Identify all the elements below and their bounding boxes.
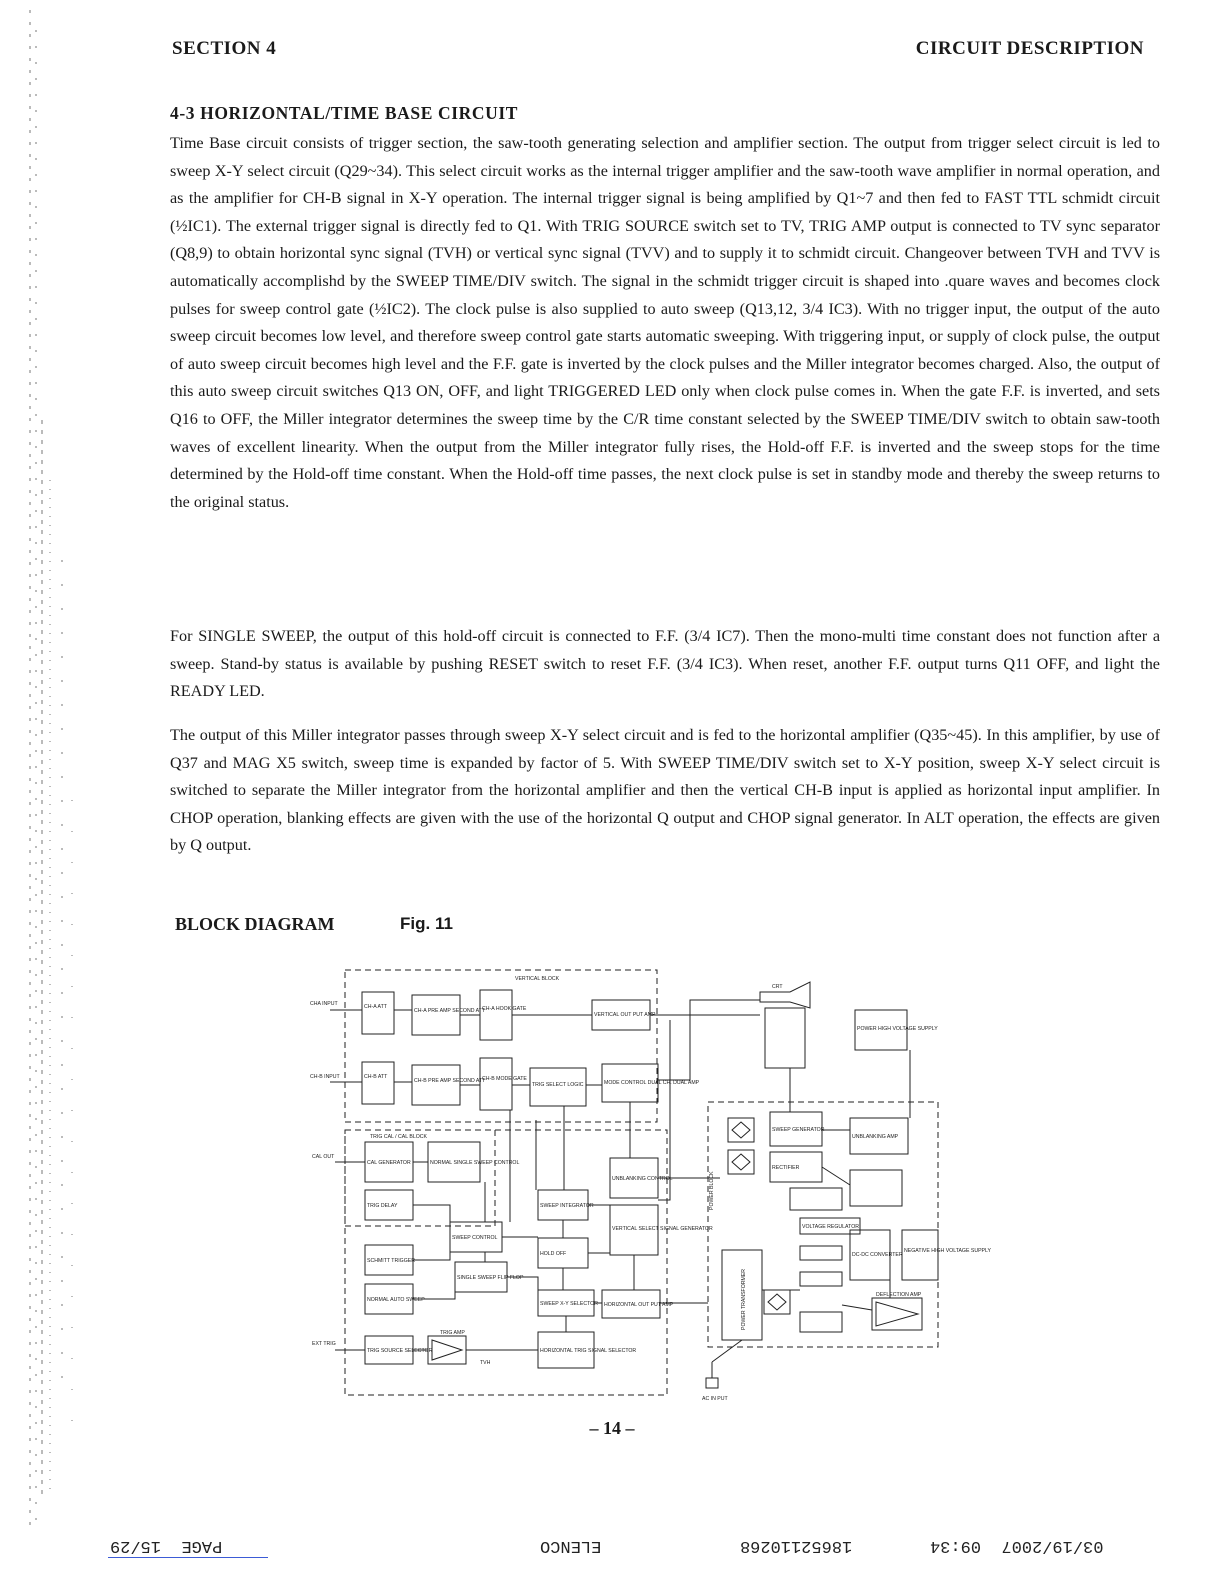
fax-date-time: 03/19/2007 09:34 — [930, 1536, 1104, 1555]
horizontal-amp-label: HORIZONTAL OUT PUT AMP — [604, 1302, 674, 1308]
fax-underline — [108, 1557, 268, 1558]
section-label: SECTION 4 — [172, 38, 277, 59]
deflection-amp-triangle — [876, 1302, 918, 1326]
paragraph-time-base: Time Base circuit consists of trigger section, the saw-tooth generating selection and amplifier section. The output from trigger select circuit is led to sweep X-Y select circuit (Q29~34). This select circuit works as the internal trigger amplifier and the saw-tooth wave amplifier in normal operation, and as the amplifier for CH-B signal in X-Y operation. The internal trigger signal is being amplified by Q1~7 and then fed to FAST TTL schmidt circuit (½IC1). The external trigger signal is directly fed to Q1. With TRIG SOURCE switch set to TV, TRIG AMP output is connected to TV sync separator (Q8,9) to obtain horizontal sync signal (TVH) or vertical sync signal (TVV) and to supply it to schmidt circuit. Changeover between TVH and TVV is automatically accomplishd by the SWEEP TIME/DIV switch. The signal in the schmidt trigger circuit is shaped into .quare waves and becomes clock pulses for sweep control gate (½IC2). The clock pulse is also supplied to auto sweep (Q13,12, 3/4 IC3). With no trigger input, the output of the auto sweep circuit becomes low level, and therefore sweep control gate starts automatic sweeping. With triggering input, or supply of clock pulse, the output of auto sweep circuit becomes high level and the F.F. gate is inverted by the clock pulses and the Miller integrator becomes charged. Also, the output of this auto sweep circuit switches Q13 ON, OFF, and light TRIGGERED LED only when clock pulse comes in. When the gate F.F. is inverted, and sets Q16 to OFF, the Miller integrator determines the sweep time by the C/R time constant selected by the SWEEP TIME/DIV switch to obtain saw-tooth waves of excellent linearity. When the output from the Miller integrator fully rises, the Hold-off F.F. is inverted and the sweep stops for the time determined by the Hold-off time constant. When the Hold-off time passes, the next clock pulse is set in standby mode and thereby the sweep returns to the original status. — [170, 134, 1160, 511]
normal-auto-label: NORMAL AUTO SWEEP — [367, 1297, 425, 1303]
crt-shape — [760, 982, 810, 1008]
cha-att-box — [362, 992, 394, 1034]
trig-delay-label: TRIG DELAY — [367, 1203, 398, 1209]
trig-select-label: TRIG SELECT LOGIC — [532, 1082, 584, 1088]
sweep-osc-box — [850, 1170, 902, 1206]
section-heading: 4-3 HORIZONTAL/TIME BASE CIRCUIT — [170, 103, 519, 123]
crt-neck — [765, 1008, 805, 1068]
block-diagram — [310, 960, 991, 1410]
trig-block-outline — [345, 1130, 495, 1226]
cal-generator-label: CAL GENERATOR — [367, 1160, 411, 1166]
fax-page: PAGE 15/29 — [110, 1536, 223, 1555]
vertical-amp-label: VERTICAL OUT PUT AMP — [594, 1012, 656, 1018]
normal-single-label: NORMAL SINGLE SWEEP CONTROL — [430, 1160, 520, 1166]
high-voltage-box — [902, 1230, 938, 1280]
cha-hook-label: CH-A HOOK GATE — [482, 1006, 527, 1012]
hold-off-label: HOLD OFF — [540, 1251, 567, 1257]
cha-preamp-box — [412, 995, 460, 1035]
chb-preamp-label: CH-B PRE AMP SECOND ATT — [414, 1078, 486, 1084]
vertical-block-outline — [345, 970, 657, 1122]
chb-att-box — [362, 1062, 394, 1104]
ac-plug — [706, 1362, 718, 1388]
power-block-label: POWER BLOCK — [709, 1171, 715, 1210]
chb-input-label: CH-B INPUT — [310, 1074, 340, 1080]
chb-preamp-box — [412, 1065, 460, 1105]
vertical-select-label: VERTICAL SELECT SIGNAL GENERATOR — [612, 1226, 713, 1232]
sweep-control-label: SWEEP CONTROL — [452, 1235, 498, 1241]
bridge-3-icon — [768, 1294, 786, 1310]
section-title: CIRCUIT DESCRIPTION — [915, 38, 1144, 59]
unblanking-amp-label: UNBLANKING AMP — [852, 1134, 899, 1140]
schmitt-label: SCHMITT TRIGGER — [367, 1258, 415, 1264]
unblanking-control-label: UNBLANKING CONTROL — [612, 1176, 673, 1182]
mode-control-label: MODE CONTROL DUAL CH. DUAL AMP — [604, 1080, 700, 1086]
crt-label: CRT — [772, 984, 783, 990]
trig-amp-label: TRIG AMP — [440, 1330, 465, 1336]
paragraph-horizontal-amp: The output of this Miller integrator passes through sweep X-Y select circuit and is fed to the horizontal amplifier (Q35~45). In this amplifier, by use of Q37 and MAG X5 switch, sweep time is expanded by factor of 5. With SWEEP TIME/DIV switch set to X-Y position, sweep X-Y select circuit is switched to separate the Miller integrator from the horizontal amplifier and then the vertical CH-B input is applied as horizontal input amplifier. In CHOP operation, blanking effects are given with the use of the horizontal Q output and CHOP signal generator. In ALT operation, the effects are given by Q output. — [170, 726, 1160, 855]
sweep-generator-label: SWEEP GENERATOR — [772, 1127, 825, 1133]
chb-att-label: CH-B ATT — [364, 1074, 388, 1080]
wiring-2 — [485, 1020, 910, 1332]
voltage-regulator-4-box — [800, 1312, 842, 1332]
bridge-2-icon — [732, 1154, 750, 1170]
voltage-regulator-label: VOLTAGE REGULATOR — [802, 1224, 859, 1230]
bridge-1-icon — [732, 1122, 750, 1138]
fax-company: ELENCO — [540, 1536, 602, 1555]
chb-mode-label: CH-B MODE GATE — [482, 1076, 527, 1082]
page-number: – 14 – — [589, 1418, 635, 1438]
trig-amp-triangle — [432, 1340, 462, 1360]
scan-edge-artifact — [28, 0, 80, 1540]
deflection-amp-label: DEFLECTION AMP — [876, 1292, 922, 1298]
dc-converter-label: DC-DC CONVERTER — [852, 1252, 903, 1258]
figure-label: Fig. 11 — [400, 914, 453, 933]
ext-trig-label: EXT TRIG — [312, 1341, 336, 1347]
sweep-xy-label: SWEEP X-Y SELECTOR — [540, 1301, 598, 1307]
cha-att-label: CH-A ATT — [364, 1004, 387, 1010]
chb-mode-box — [480, 1058, 512, 1110]
voltage-regulator-2-box — [800, 1246, 842, 1260]
cal-out-label: CAL OUT — [312, 1154, 335, 1160]
power-transformer-label: POWER TRANSFORMER — [741, 1268, 747, 1330]
cha-preamp-label: CH-A PRE AMP SECOND ATT — [414, 1008, 486, 1014]
rectifier-label: RECTIFIER — [772, 1165, 800, 1171]
paragraph-single-sweep: For SINGLE SWEEP, the output of this hold-off circuit is connected to F.F. (3/4 IC7). Then the mono-multi time constant does not function after a sweep. Stand-by status is available by pushing RESET switch to reset F.F. (3/4 IC3). When reset, another F.F. output turns Q11 OFF, and light the READY LED. — [170, 627, 1160, 701]
tvh-label: TVH — [480, 1360, 491, 1366]
fax-phone: 18652110268 — [740, 1536, 853, 1555]
power-hv-label: POWER HIGH VOLTAGE SUPPLY — [857, 1026, 938, 1032]
sweep-integrator-label: SWEEP INTEGRATOR — [540, 1203, 594, 1209]
voltage-regulator-3-box — [800, 1272, 842, 1286]
ac-in-label: AC IN PUT — [702, 1396, 728, 1402]
high-voltage-label: NEGATIVE HIGH VOLTAGE SUPPLY — [904, 1248, 991, 1254]
horizontal-trig-label: HORIZONTAL TRIG SIGNAL SELECTOR — [540, 1348, 637, 1354]
trig-source-label: TRIG SOURCE SELECTOR — [367, 1348, 433, 1354]
vertical-block-label: VERTICAL BLOCK — [515, 976, 560, 982]
cha-hook-box — [480, 990, 512, 1040]
figure-title: BLOCK DIAGRAM — [175, 914, 335, 934]
cha-input-label: CHA INPUT — [310, 1001, 338, 1007]
single-sweep-ff-label: SINGLE SWEEP FLIP FLOP — [457, 1275, 524, 1281]
rectifier-2-box — [790, 1188, 842, 1210]
trig-block-label: TRIG CAL / CAL BLOCK — [370, 1134, 427, 1140]
